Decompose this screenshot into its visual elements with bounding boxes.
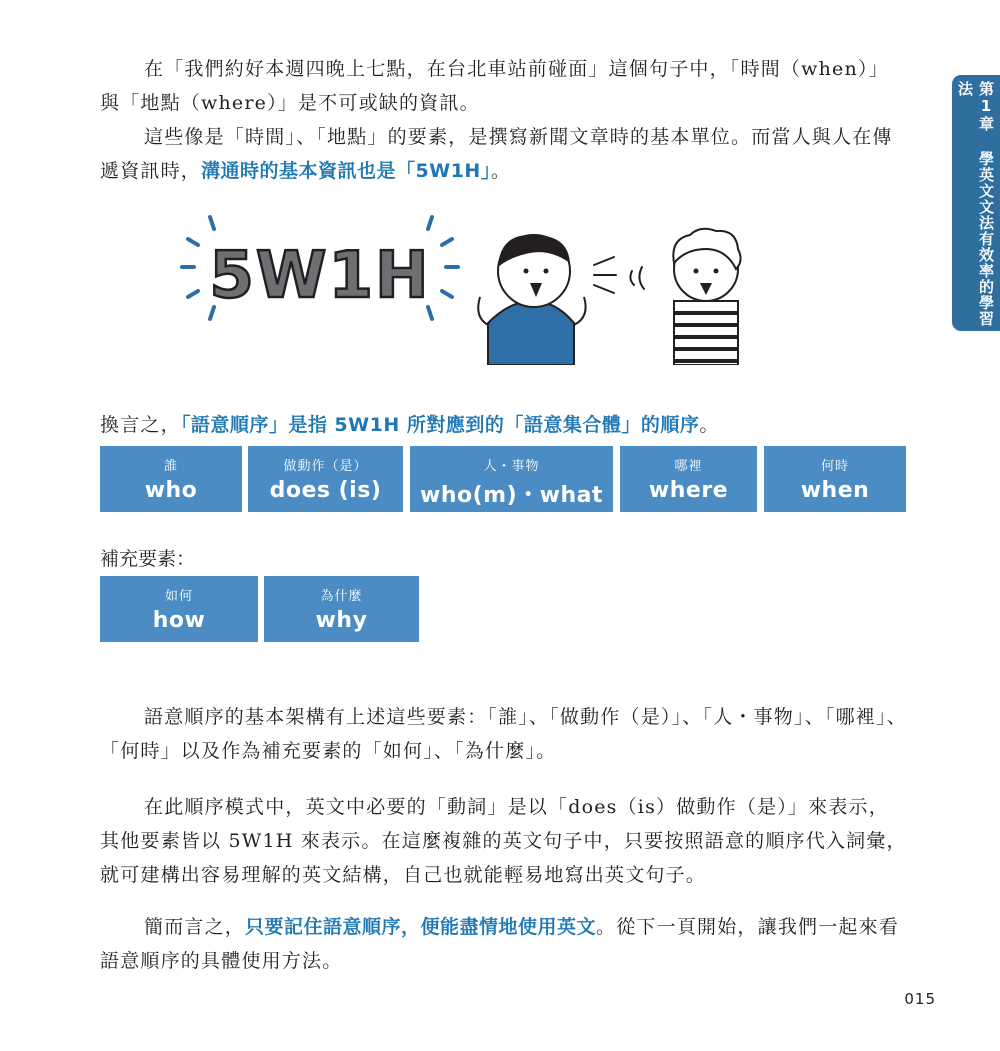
order-sentence [100,408,908,442]
speech-lines [594,257,644,293]
body-paragraph-4 [100,790,908,892]
box-zh: 誰 [163,459,178,474]
order-lead: 換言之， [100,414,181,436]
order-box-what [410,446,613,512]
box-zh: 做動作（是） [283,459,368,474]
box-en: how [152,608,206,633]
order-box-who [100,446,242,512]
box-en: does (is) [269,478,382,503]
5w1h-illustration [170,205,770,365]
body-text-5b: 。從下一頁開始，讓我們一起來看語意順序的具體使用方法。 [100,916,900,972]
box-zh: 人・事物 [483,459,540,474]
body-text-4: 在此順序模式中，英文中必要的「動詞」是以「does（is）做動作（是）」來表示，其他要素皆以 5W1H 來表示。在這麼複雜的英文句子中，只要按照語意的順序代入詞彙，就可建構出容易理解的英文結構，自己也就能輕易地寫出英文句子。 [100,796,907,886]
body-paragraph-5 [100,910,908,978]
intro-paragraph-2 [100,120,908,188]
intro-paragraph-1 [100,52,908,120]
box-en: why [315,608,368,633]
box-en: who(m)・what [420,483,603,508]
intro-text-2a: 這些像是「時間」、「地點」的要素，是撰寫新聞文章時的基本單位。而當人與人在傳遞資訊時， [100,126,893,182]
order-highlight: 「語意順序」是指 5W1H 所對應到的「語意集合體」的順序 [180,414,700,436]
order-tail: 。 [699,414,720,436]
intro-highlight: 溝通時的基本資訊也是「5W1H」 [201,160,491,182]
order-box-when [764,446,906,512]
5w1h-heading: 5W1H [209,239,431,313]
box-en: where [648,478,729,503]
body-paragraph-3 [100,700,908,768]
supplement-box-why [264,576,419,642]
box-zh: 為什麼 [320,589,363,604]
page-number: 015 [904,990,936,1008]
supplement-box-how [100,576,258,642]
intro-text-1: 在「我們約好本週四晚上七點，在台北車站前碰面」這個句子中，「時間（when）」與「地點（where）」是不可或缺的資訊。 [100,58,889,114]
order-box-where [620,446,757,512]
box-en: who [144,478,198,503]
box-zh: 如何 [164,589,193,604]
girl-figure [478,235,585,365]
order-box-does [248,446,403,512]
intro-text-2b: 。 [490,160,512,182]
box-en: when [800,478,870,503]
box-zh: 何時 [820,459,849,474]
body-highlight: 只要記住語意順序，便能盡情地使用英文 [245,916,597,938]
body-text-3: 語意順序的基本架構有上述這些要素：「誰」、「做動作（是）」、「人・事物」、「哪裡」、「何時」以及作為補充要素的「如何」、「為什麼」。 [100,706,907,762]
supplement-label: 補充要素： [100,548,196,570]
box-zh: 哪裡 [674,459,703,474]
chapter-tab: 第1章 學英文文法有效率的學習法 [952,75,1000,331]
body-text-5a: 簡而言之， [144,916,246,938]
boy-figure [673,229,740,365]
